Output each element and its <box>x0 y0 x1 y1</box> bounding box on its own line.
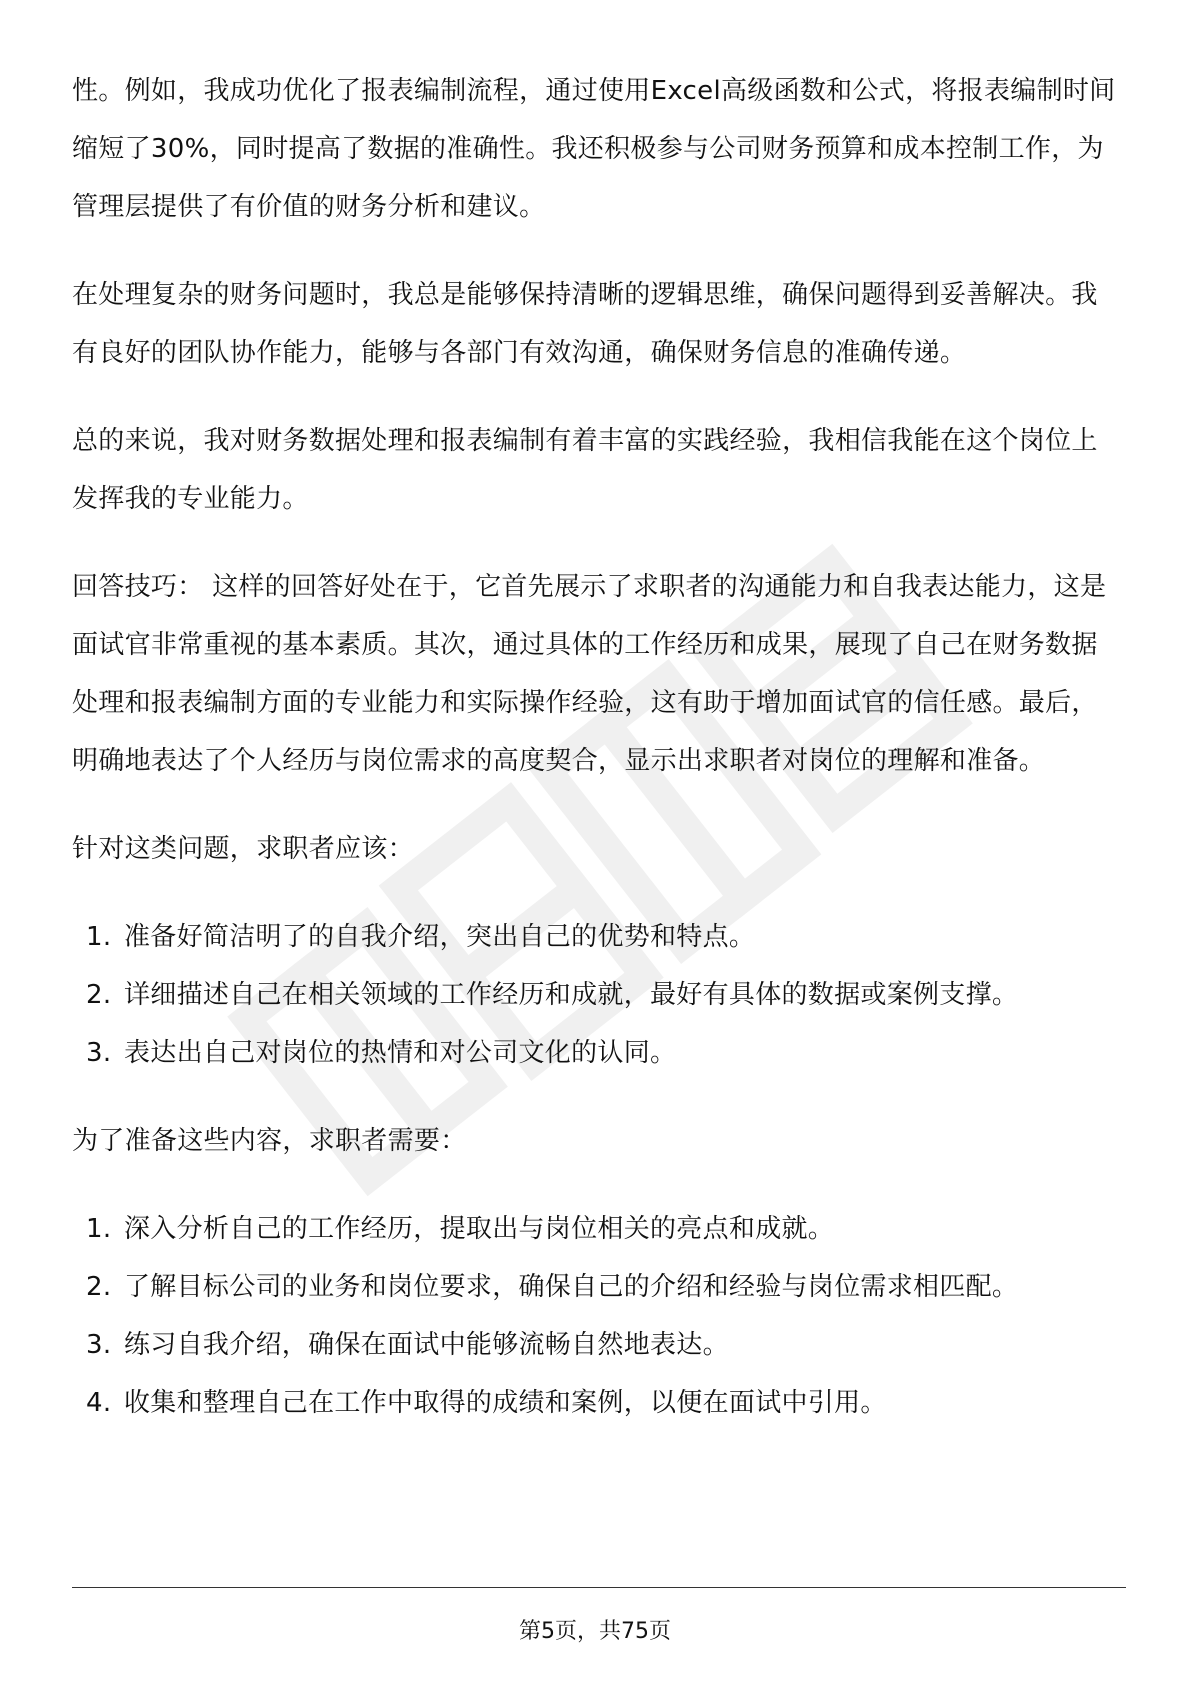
list-item-number: 2. <box>86 1272 112 1302</box>
paragraph-experience: 性。例如，我成功优化了报表编制流程，通过使用Excel高级函数和公式，将报表编制时间缩短了30%，同时提高了数据的准确性。我还积极参与公司财务预算和成本控制工作，为管理层提供了有价值的财务分析和建议。 <box>72 76 1116 222</box>
list-item <box>72 1316 1118 1374</box>
list-should <box>72 908 1118 1082</box>
list-item-text: 了解目标公司的业务和岗位要求，确保自己的介绍和经验与岗位需求相匹配。 <box>124 1272 1019 1302</box>
list-item <box>72 1024 1118 1082</box>
section-heading-should: 针对这类问题，求职者应该： <box>72 834 414 864</box>
paragraph-summary: 总的来说，我对财务数据处理和报表编制有着丰富的实践经验，我相信我能在这个岗位上发挥我的专业能力。 <box>72 426 1098 514</box>
list-item-text: 详细描述自己在相关领域的工作经历和成就，最好有具体的数据或案例支撑。 <box>124 980 1019 1010</box>
list-item-number: 1. <box>86 1214 112 1244</box>
list-item-text: 深入分析自己的工作经历，提取出与岗位相关的亮点和成就。 <box>124 1214 835 1244</box>
list-item-number: 3. <box>86 1038 112 1068</box>
list-item-number: 3. <box>86 1330 112 1360</box>
section-heading-prepare: 为了准备这些内容，求职者需要： <box>72 1126 467 1156</box>
list-item <box>72 1200 1118 1258</box>
list-item-text: 准备好简洁明了的自我介绍，突出自己的优势和特点。 <box>124 922 756 952</box>
list-item <box>72 1374 1118 1432</box>
list-item-text: 表达出自己对岗位的热情和对公司文化的认同。 <box>124 1038 677 1068</box>
list-item-text: 练习自我介绍，确保在面试中能够流畅自然地表达。 <box>124 1330 729 1360</box>
list-item-text: 收集和整理自己在工作中取得的成绩和案例，以便在面试中引用。 <box>124 1388 887 1418</box>
list-item-number: 1. <box>86 922 112 952</box>
footer-divider <box>72 1587 1126 1588</box>
list-item <box>72 1258 1118 1316</box>
list-item <box>72 966 1118 1024</box>
list-prepare <box>72 1200 1118 1432</box>
page-number: 第5页，共75页 <box>519 1619 671 1644</box>
paragraph-problem-solving: 在处理复杂的财务问题时，我总是能够保持清晰的逻辑思维，确保问题得到妥善解决。我有良好的团队协作能力，能够与各部门有效沟通，确保财务信息的准确传递。 <box>72 280 1098 368</box>
list-item-number: 4. <box>86 1388 112 1418</box>
document-body <box>72 62 1118 1462</box>
paragraph-answer-tips: 回答技巧： 这样的回答好处在于，它首先展示了求职者的沟通能力和自我表达能力，这是面试官非常重视的基本素质。其次，通过具体的工作经历和成果，展现了自己在财务数据处理和报表编制方面的专业能力和实际操作经验，这有助于增加面试官的信任感。最后，明确地表达了个人经历与岗位需求的高度契合，显示出求职者对岗位的理解和准备。 <box>72 572 1107 776</box>
list-item <box>72 908 1118 966</box>
list-item-number: 2. <box>86 980 112 1010</box>
